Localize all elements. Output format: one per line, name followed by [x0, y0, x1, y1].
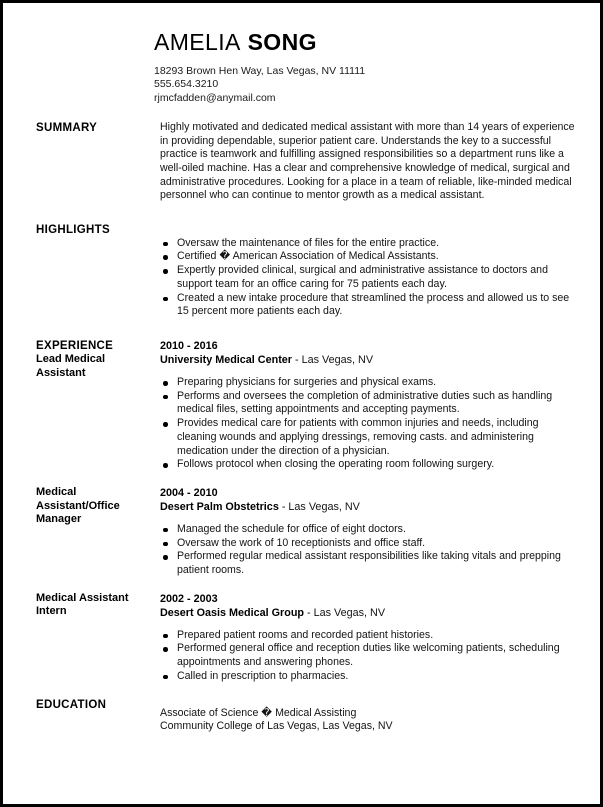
experience-content-0 — [160, 339, 576, 472]
job-title-2: Medical Assistant Intern — [36, 591, 129, 618]
list-item: Oversaw the maintenance of files for the entire practice. — [160, 237, 576, 251]
job-dates-1: 2004 - 2010 — [160, 486, 218, 499]
contact-address: 18293 Brown Hen Way, Las Vegas, NV 11111 — [154, 65, 366, 77]
list-item: Prepared patient rooms and recorded patient histories. — [160, 629, 576, 643]
experience-heading: EXPERIENCE — [36, 340, 114, 352]
summary-text: Highly motivated and dedicated medical assistant with more than 14 years of experience in providing dependable, superior patient care. Understands the key to a successful practice is teamwork and fulfilling assigned responsibilities so a department runs like a well-oiled machine. Has a clear and comprehensive knowledge of medical, surgical and administrative procedures. Looking for a place in a team of reliable, like-minded medical personnel who can continue to mentor growth as a medical assistant. — [160, 121, 575, 202]
last-name: SONG — [247, 29, 317, 55]
job-company-0 — [160, 353, 576, 367]
section-experience — [36, 339, 576, 472]
job-label-column-1 — [36, 486, 160, 527]
job-bullets-1 — [160, 523, 576, 578]
job-label-column-2 — [36, 592, 160, 619]
list-item: Created a new intake procedure that streamlined the process and allowed us to see 15 percent more patients each day. — [160, 292, 576, 319]
highlights-heading: HIGHLIGHTS — [36, 223, 110, 236]
experience-entry-2 — [36, 592, 576, 684]
list-item: Preparing physicians for surgeries and physical exams. — [160, 376, 576, 390]
job-title-0: Lead Medical Assistant — [36, 353, 106, 379]
contact-email: rjmcfadden@anymail.com — [154, 91, 276, 104]
section-education — [36, 698, 576, 734]
company-name: Desert Oasis Medical Group — [160, 606, 305, 619]
list-item: Called in prescription to pharmacies. — [160, 670, 576, 684]
job-dates-2: 2002 - 2003 — [160, 592, 218, 605]
highlights-label-column — [36, 223, 160, 237]
company-name: Desert Palm Obstetrics — [160, 500, 279, 513]
list-item: Follows protocol when closing the operating room following surgery. — [160, 458, 576, 472]
list-item: Managed the schedule for office of eight doctors. — [160, 523, 576, 537]
contact-phone: 555.654.3210 — [154, 78, 219, 91]
resume-body — [3, 3, 600, 744]
company-location: - Las Vegas, NV — [292, 354, 374, 366]
highlights-content — [160, 223, 576, 319]
list-item: Performs and oversees the completion of administrative duties such as handling medical files, setting appointments and accepting payments. — [160, 390, 576, 417]
first-name: AMELIA — [154, 29, 241, 55]
experience-content-1 — [160, 486, 576, 578]
list-item: Oversaw the work of 10 receptionists and office staff. — [160, 537, 576, 551]
education-degree: Associate of Science � Medical Assisting — [160, 706, 357, 719]
job-bullets-0 — [160, 376, 576, 472]
education-heading: EDUCATION — [36, 698, 107, 711]
list-item: Certified � American Association of Medical Assistants. — [160, 250, 576, 264]
company-location: - Las Vegas, NV — [278, 500, 360, 513]
job-company-2 — [160, 606, 576, 620]
highlights-list — [160, 237, 576, 319]
list-item: Performed regular medical assistant responsibilities like taking vitals and prepping patient rooms. — [160, 550, 576, 577]
list-item: Provides medical care for patients with common injuries and needs, including cleaning wounds and applying dressings, removing casts. and administering medication under the direction of a physician. — [160, 417, 576, 458]
job-bullets-2 — [160, 629, 576, 684]
section-highlights — [36, 223, 576, 319]
job-company-1 — [160, 500, 576, 514]
summary-heading: SUMMARY — [36, 122, 98, 135]
job-dates-0: 2010 - 2016 — [160, 340, 218, 352]
job-title-1: Medical Assistant/Office Manager — [36, 485, 120, 526]
list-item: Expertly provided clinical, surgical and administrative assistance to doctors and support team for an office caring for 75 patients each day. — [160, 264, 576, 291]
education-content — [160, 698, 576, 734]
experience-entry-1 — [36, 486, 576, 578]
education-label-column — [36, 698, 160, 712]
list-item: Performed general office and reception duties like welcoming patients, scheduling appointments and answering phones. — [160, 642, 576, 669]
company-name: University Medical Center — [160, 354, 293, 366]
experience-content-2 — [160, 592, 576, 684]
experience-label-column — [36, 339, 160, 380]
education-school: Community College of Las Vegas, Las Vegas, NV — [160, 720, 393, 733]
section-summary — [36, 121, 576, 203]
summary-label-column — [36, 121, 160, 135]
company-location: - Las Vegas, NV — [304, 606, 386, 619]
summary-content — [160, 121, 576, 203]
candidate-name — [154, 29, 576, 56]
resume-header — [154, 29, 576, 105]
